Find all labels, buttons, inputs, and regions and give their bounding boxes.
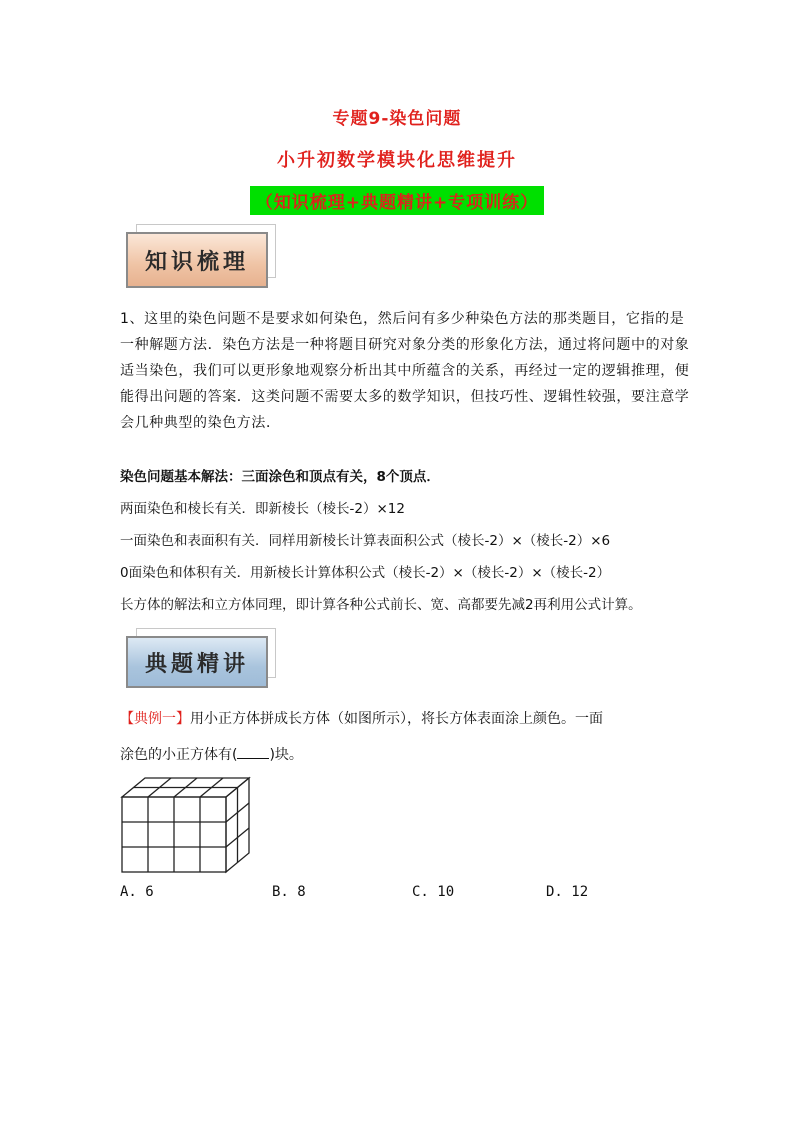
option-c[interactable]: C. 10	[412, 884, 455, 900]
document-tagline: （知识梳理+典题精讲+专项训练）	[250, 186, 545, 215]
example-tag: 【典例一】	[120, 711, 190, 727]
answer-blank	[237, 746, 269, 759]
example-question-text-2b: )块。	[269, 747, 303, 763]
knowledge-line-4: 0面染色和体积有关．用新棱长计算体积公式（棱长-2）×（棱长-2）×（棱长-2）	[120, 565, 611, 581]
examples-section-label: 典题精讲	[126, 636, 268, 688]
document-subtitle: 小升初数学模块化思维提升	[277, 150, 517, 171]
knowledge-paragraph: 1、这里的染色问题不是要求如何染色，然后问有多少种染色方法的那类题目，它指的是一种解题方法．染色方法是一种将题目研究对象分类的形象化方法，通过将问题中的对象适当染色，我们可以更形象地观察分析出其中所蕴含的关系，再经过一定的逻辑推理，便能得出问题的答案．这类问题不需要太多的数学知识，但技巧性、逻辑性较强，要注意学会几种典型的染色方法．	[120, 311, 690, 431]
option-d[interactable]: D. 12	[546, 884, 589, 900]
knowledge-section-label: 知识梳理	[126, 232, 268, 288]
example-question-text: 用小正方体拼成长方体（如图所示），将长方体表面涂上颜色。一面	[190, 711, 603, 727]
option-a[interactable]: A. 6	[120, 884, 154, 900]
knowledge-line-1: 染色问题基本解法：三面涂色和顶点有关，8个顶点．	[120, 469, 440, 485]
cuboid-figure	[120, 776, 260, 876]
knowledge-line-3: 一面染色和表面积有关．同样用新棱长计算表面积公式（棱长-2）×（棱长-2）×6	[120, 533, 611, 549]
document-title: 专题9-染色问题	[332, 109, 462, 129]
tagline-wrapper	[0, 186, 794, 215]
example-question-line-1	[120, 708, 603, 728]
knowledge-line-2: 两面染色和棱长有关．即新棱长（棱长-2）×12	[120, 501, 405, 517]
example-question-line-2	[120, 744, 303, 764]
option-b[interactable]: B. 8	[272, 884, 306, 900]
example-question-text-2a: 涂色的小正方体有(	[120, 747, 238, 763]
knowledge-line-5: 长方体的解法和立方体同理，即计算各种公式前长、宽、高都要先减2再利用公式计算。	[120, 597, 642, 613]
